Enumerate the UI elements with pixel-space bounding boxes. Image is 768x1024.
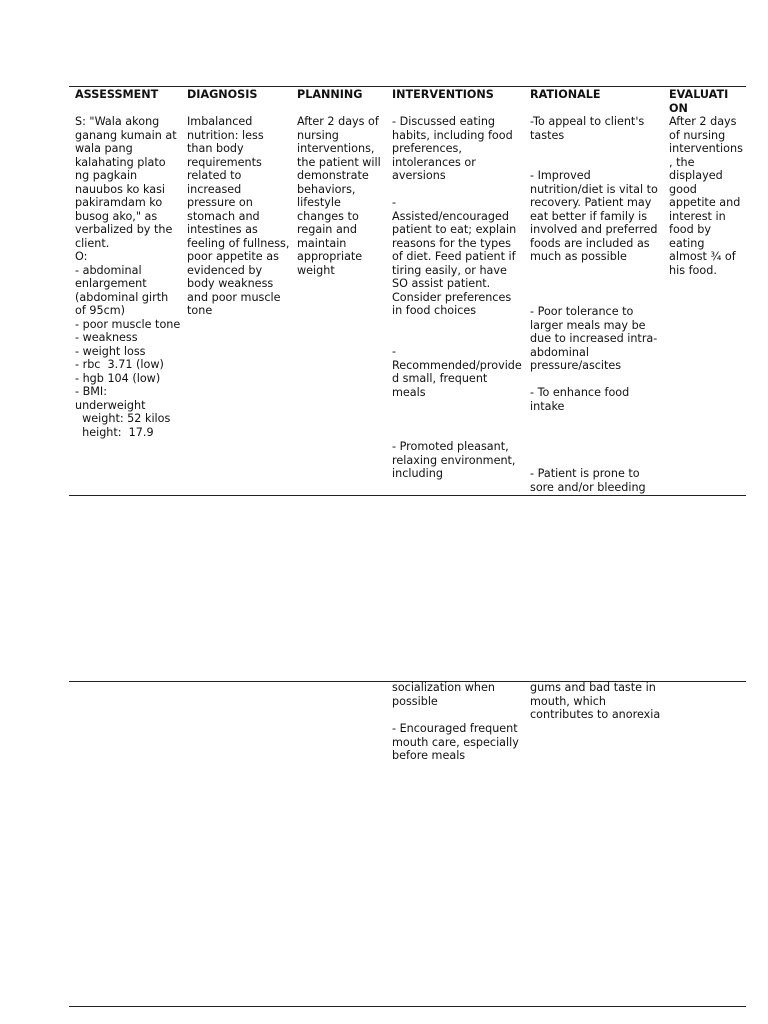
header-interventions: INTERVENTIONS (392, 88, 494, 101)
header-rationale: RATIONALE (530, 88, 601, 101)
table-top-border (69, 86, 746, 87)
intervention-item-3: - Recommended/provided small, frequent meals (392, 345, 522, 399)
page1-bottom-border (69, 495, 746, 496)
rationale-item-1: -To appeal to client's tastes (530, 115, 648, 142)
intervention-item-5: - Encouraged frequent mouth care, especially before meals (392, 722, 523, 762)
rationale-item-5: - Patient is prone to sore and/or bleeding (530, 467, 646, 494)
diagnosis-cell: Imbalanced nutrition: less than body requirements related to increased pressure on stomach and intestines as feeling of fullness, poor appetite as evidenced by body weakness and poor muscle tone (187, 115, 294, 317)
intervention-item-1: - Discussed eating habits, including food preferences, intolerances or aversions (392, 115, 517, 182)
intervention-item-2: - Assisted/encouraged patient to eat; explain reasons for the types of diet. Feed patient if tiring easily, or have SO assist patient. Consider preferences in food choices (392, 196, 517, 317)
header-planning: PLANNING (297, 88, 363, 101)
rationale-item-2: - Improved nutrition/diet is vital to recovery. Patient may eat better if family is involved and preferred foods are included as much as possible (530, 169, 662, 263)
rationale-item-4: - To enhance food intake (530, 386, 633, 413)
rationale-item-5-continued: gums and bad taste in mouth, which contributes to anorexia (530, 681, 661, 721)
rationale-item-3: - Poor tolerance to larger meals may be due to increased intra-abdominal pressure/ascites (530, 305, 658, 372)
intervention-item-4-continued: socialization when possible (392, 681, 499, 708)
planning-cell: After 2 days of nursing interventions, the patient will demonstrate behaviors, lifestyle changes to regain and maintain appropriate weight (297, 115, 385, 277)
assessment-cell: S: "Wala akong ganang kumain at wala pang kalahating plato ng pagkain nauubos ko kasi pakiramdam ko busog ako," as verbalized by the client. O: - abdominal enlargement (abdominal girth of 95cm) - poor muscle tone - weakness - weight loss - rbc 3.71 (low) - hgb 104 (low) - BMI: underweight weight: 52 kilos height: 17.9 (75, 115, 181, 439)
page2-bottom-border (69, 1006, 746, 1007)
evaluation-cell: After 2 days of nursing interventions, the displayed good appetite and interest in food by eating almost ¾ of his food. (669, 115, 744, 277)
header-diagnosis: DIAGNOSIS (187, 88, 258, 101)
header-evaluation: EVALUATI ON (669, 88, 729, 115)
header-assessment: ASSESSMENT (75, 88, 159, 101)
intervention-item-4: - Promoted pleasant, relaxing environment, including (392, 440, 520, 480)
